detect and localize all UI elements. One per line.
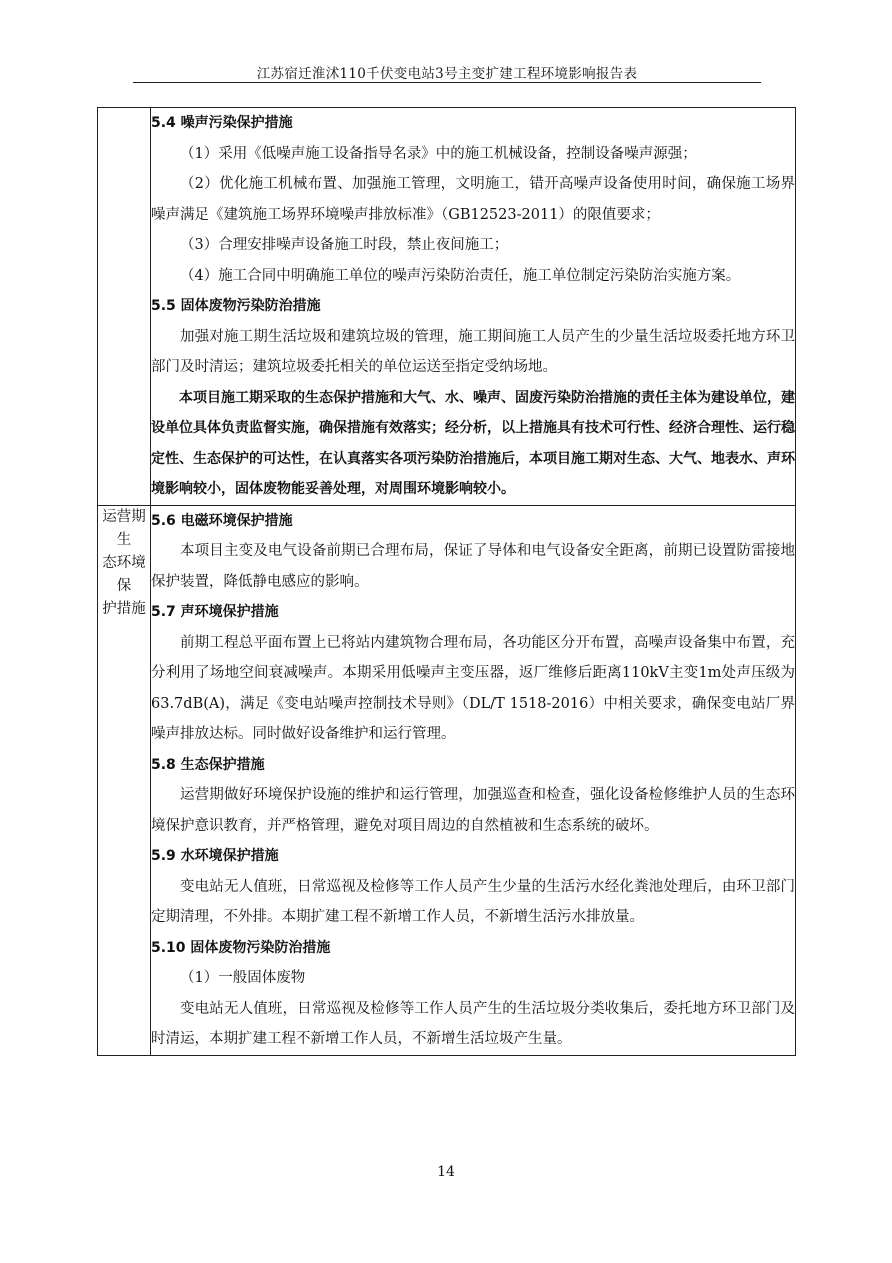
header-rule xyxy=(133,82,761,83)
content-block-2 xyxy=(151,506,795,1055)
page-header: 江苏宿迁淮沭110千伏变电站3号主变扩建工程环境影响报告表 xyxy=(256,66,638,82)
section-heading: 5.5 固体废物污染防治措施 xyxy=(151,298,321,314)
measures-table xyxy=(97,107,796,1056)
section-heading: 5.6 电磁环境保护措施 xyxy=(151,512,293,529)
paragraph: 变电站无人值班，日常巡视及检修等工作人员产生的生活垃圾分类收集后，委托地方环卫部门及时清运，本期扩建工程不新增工作人员，不新增生活垃圾产生量。 xyxy=(151,1000,795,1047)
section-heading: 5.8 生态保护措施 xyxy=(151,756,265,773)
paragraph: （2）优化施工机械布置、加强施工管理，文明施工，错开高噪声设备使用时间，确保施工场界噪声满足《建筑施工场界环境噪声排放标准》（GB12523-2011）的限值要求； xyxy=(151,176,795,223)
row-label-operation xyxy=(98,505,151,1055)
section-heading: 5.7 声环境保护措施 xyxy=(151,604,279,620)
operation-measures-content xyxy=(151,505,796,1055)
section-heading: 5.9 水环境保护措施 xyxy=(151,848,279,864)
paragraph: 前期工程总平面布置上已将站内建筑物合理布局，各功能区分开布置，高噪声设备集中布置，充分利用了场地空间衰减噪声。本期采用低噪声主变压器，返厂维修后距离110kV主变1m处声压级为63.7dB(A)，满足《变电站噪声控制技术导则》（DL/T 1518-2016）中相关要求，确保变电站厂界噪声排放达标。同时做好设备维护和运行管理。 xyxy=(151,634,795,742)
table-row-construction xyxy=(98,108,796,506)
section-heading: 5.10 固体废物污染防治措施 xyxy=(151,939,331,956)
paragraph: （4）施工合同中明确施工单位的噪声污染防治责任，施工单位制定污染防治实施方案。 xyxy=(180,267,741,284)
paragraph: 本项目施工期采取的生态保护措施和大气、水、噪声、固废污染防治措施的责任主体为建设单位，建设单位具体负责监督实施，确保措施有效落实；经分析，以上措施具有技术可行性、经济合理性、运行稳定性、生态保护的可达性，在认真落实各项污染防治措施后，本项目施工期对生态、大气、地表水、声环境影响较小，固体废物能妥善处理，对周围环境影响较小。 xyxy=(151,389,795,497)
construction-measures-content xyxy=(151,108,796,506)
paragraph: 运营期做好环境保护设施的维护和运行管理，加强巡查和检查，强化设备检修维护人员的生态环境保护意识教育，并严格管理，避免对项目周边的自然植被和生态系统的破坏。 xyxy=(151,787,795,834)
paragraph: 本项目主变及电气设备前期已合理布局，保证了导体和电气设备安全距离，前期已设置防雷接地保护装置，降低静电感应的影响。 xyxy=(151,543,795,590)
paragraph: （1）一般固体废物 xyxy=(180,970,306,986)
page-number: 14 xyxy=(437,1164,455,1180)
content-block-1 xyxy=(151,108,795,505)
section-heading: 5.4 噪声污染保护措施 xyxy=(151,115,293,131)
table-row-operation xyxy=(98,505,796,1055)
row-label-construction xyxy=(98,108,151,506)
row-label-operation-text: 运营期生 态环境保 护措施 xyxy=(102,508,146,617)
paragraph: 变电站无人值班，日常巡视及检修等工作人员产生少量的生活污水经化粪池处理后，由环卫部门定期清理，不外排。本期扩建工程不新增工作人员，不新增生活污水排放量。 xyxy=(151,878,795,925)
paragraph: （1）采用《低噪声施工设备指导名录》中的施工机械设备，控制设备噪声源强； xyxy=(180,145,697,162)
paragraph: 加强对施工期生活垃圾和建筑垃圾的管理，施工期间施工人员产生的少量生活垃圾委托地方环卫部门及时清运；建筑垃圾委托相关的单位运送至指定受纳场地。 xyxy=(151,328,795,375)
paragraph: （3）合理安排噪声设备施工时段，禁止夜间施工； xyxy=(180,237,509,253)
